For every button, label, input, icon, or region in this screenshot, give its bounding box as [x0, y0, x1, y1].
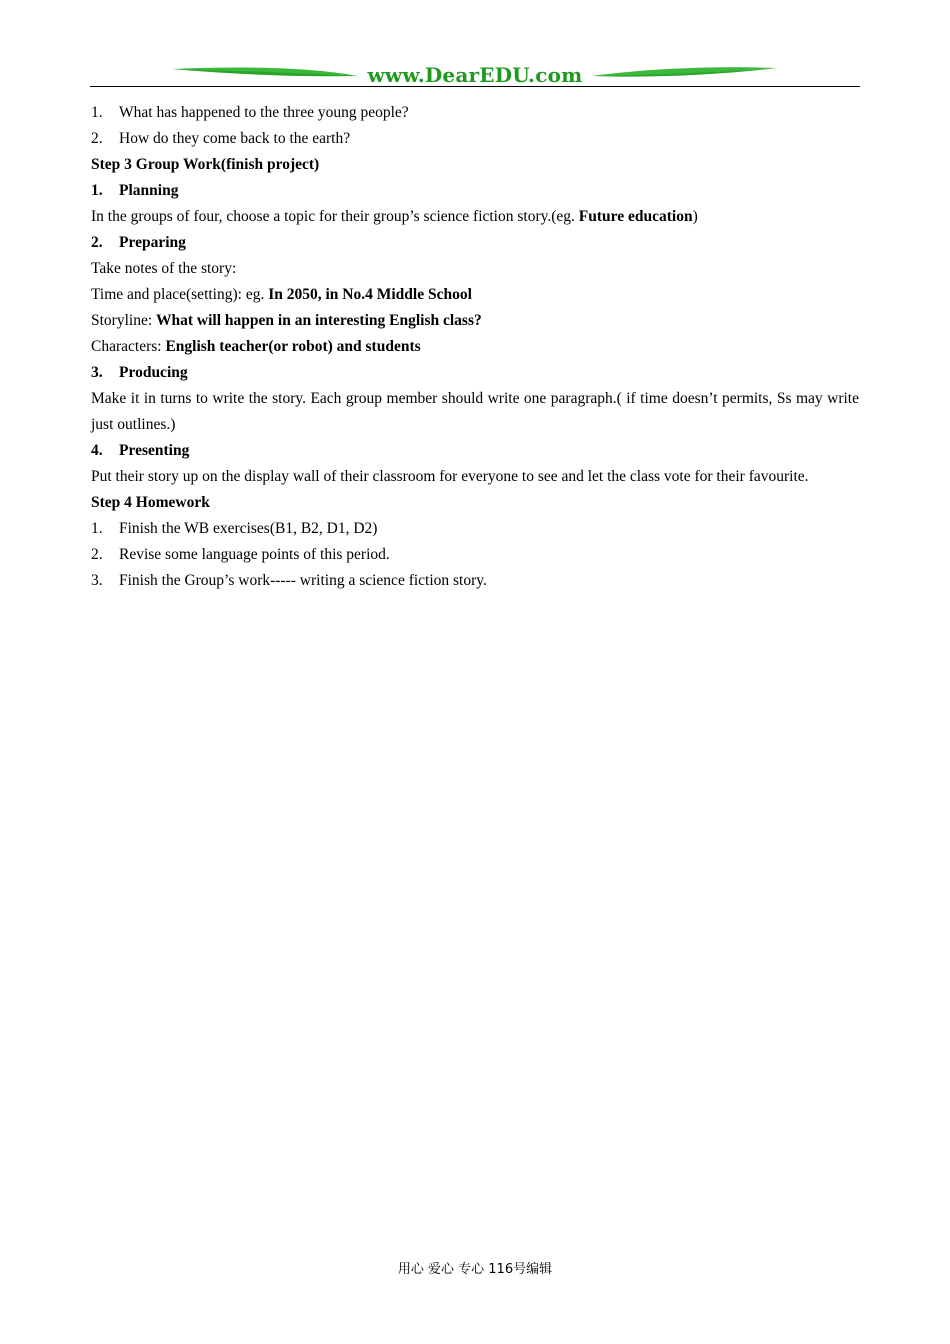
time-place-line: Time and place(setting): eg. In 2050, in No.4 Middle School [91, 286, 472, 303]
preparing-heading: 2. Preparing [91, 234, 186, 251]
header-divider [90, 86, 860, 87]
document-body [91, 100, 859, 594]
planning-heading: 1. Planning [91, 182, 179, 199]
producing-heading: 3. Producing [91, 364, 188, 381]
storyline-line: Storyline: What will happen in an interesting English class? [91, 312, 482, 329]
homework-item-3: 3. Finish the Group’s work----- writing a science fiction story. [91, 572, 487, 589]
presenting-heading: 4. Presenting [91, 442, 190, 459]
producing-text: Make it in turns to write the story. Each group member should write one paragraph.( if time doesn’t permits, Ss may write just outlines.) [91, 390, 859, 433]
presenting-text: Put their story up on the display wall of their classroom for everyone to see and let the class vote for their favourite. [91, 468, 809, 485]
notes-text: Take notes of the story: [91, 260, 237, 277]
question-1: 1. What has happened to the three young people? [91, 104, 409, 121]
logo-text: www.DearEDU.com [367, 63, 583, 87]
page-footer: 用心 爱心 专心 116号编辑 [397, 1262, 553, 1277]
step-4-heading: Step 4 Homework [91, 494, 210, 511]
homework-item-1: 1. Finish the WB exercises(B1, B2, D1, D2) [91, 520, 378, 537]
question-2: 2. How do they come back to the earth? [91, 130, 351, 147]
planning-text: In the groups of four, choose a topic for their group’s science fiction story.(eg. Future education) [91, 208, 698, 225]
characters-line: Characters: English teacher(or robot) and students [91, 338, 421, 355]
page-header [90, 60, 860, 88]
homework-item-2: 2. Revise some language points of this period. [91, 546, 390, 563]
step-3-heading: Step 3 Group Work(finish project) [91, 156, 320, 173]
